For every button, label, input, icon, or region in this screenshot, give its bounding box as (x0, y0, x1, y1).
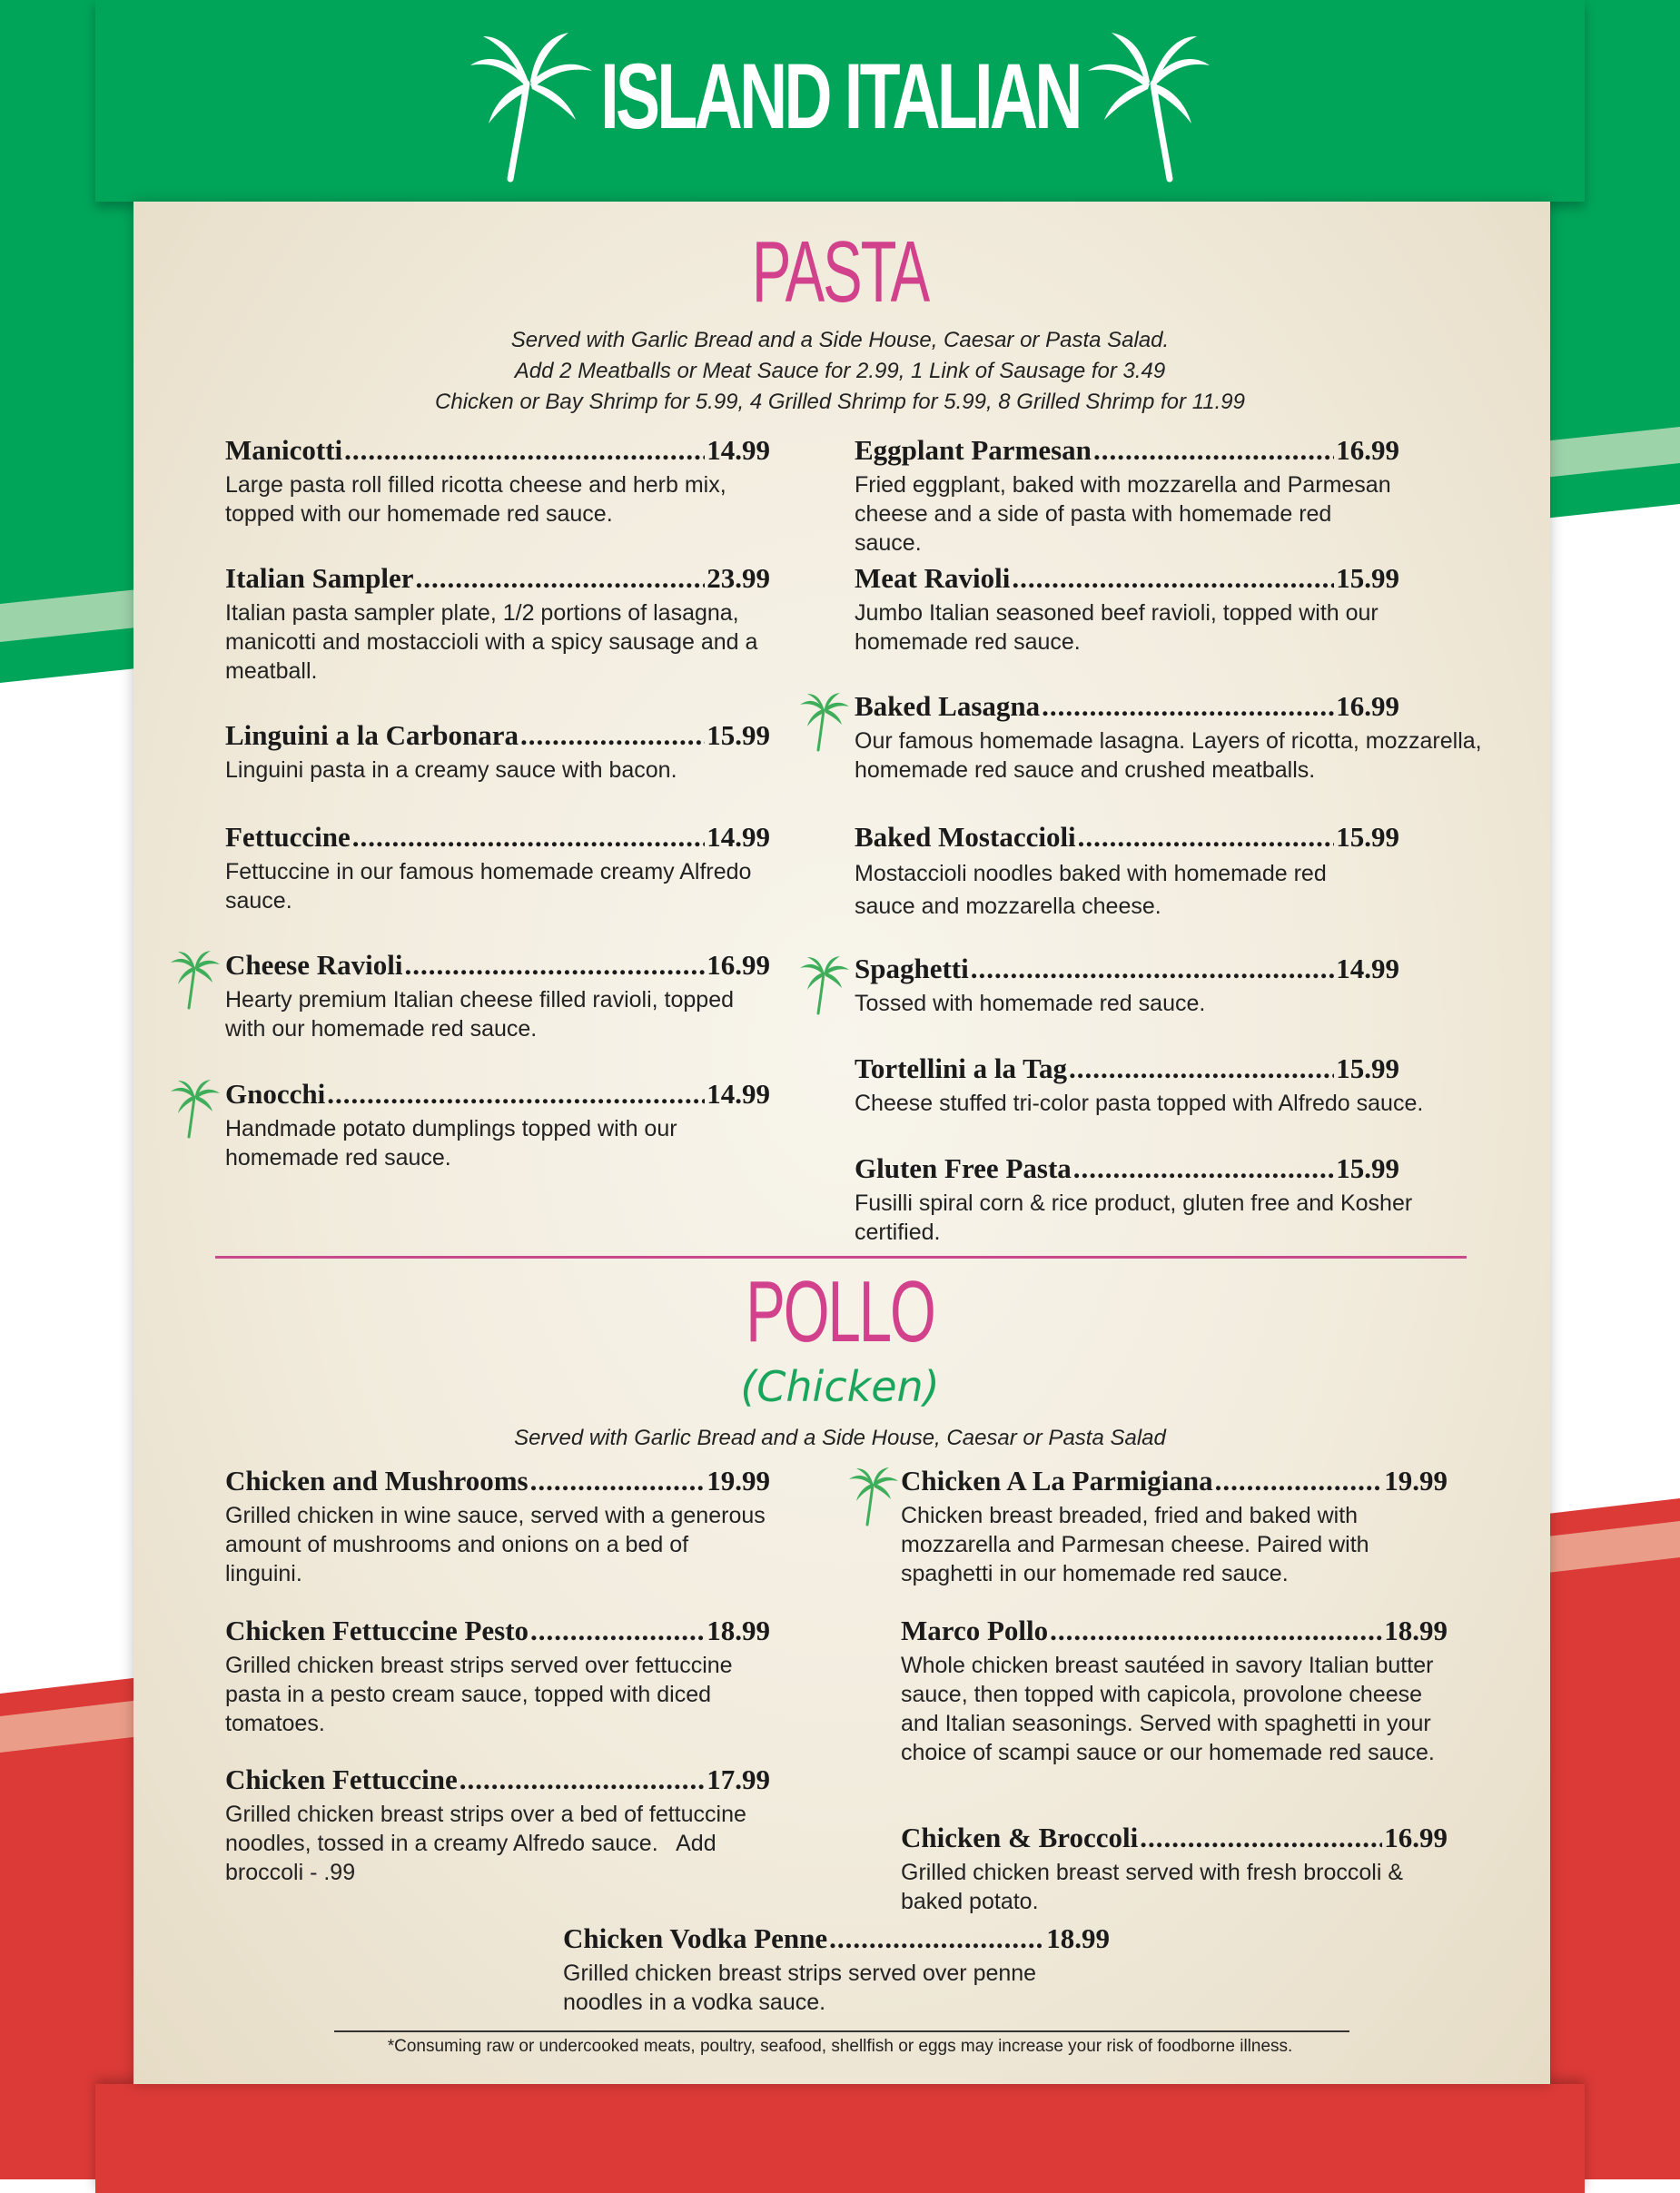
pollo-intro: Served with Garlic Bread and a Side House, Caesar or Pasta Salad (514, 1426, 1166, 1450)
item-price: 19.99 (1384, 1465, 1448, 1497)
item-price: 18.99 (707, 1615, 770, 1646)
leader-dots (520, 719, 705, 752)
leader-dots (1069, 1052, 1334, 1085)
menu-item-chicken-fettuccine-pesto (225, 1615, 770, 1738)
item-description: Our famous homemade lasagna. Layers of ricotta, mozzarella, homemade red sauce and crushed meatballs. (855, 728, 1482, 783)
item-name: Chicken Vodka Penne (563, 1922, 828, 1954)
menu-item-baked-mostaccioli (855, 821, 1399, 923)
palm-tree-icon (798, 692, 851, 752)
item-price: 14.99 (707, 821, 770, 853)
item-price: 14.99 (707, 1078, 770, 1110)
leader-dots (971, 953, 1335, 985)
item-description: Italian pasta sampler plate, 1/2 portions of lasagna, manicotti and mostaccioli with a spicy sausage and a meatball. (225, 600, 758, 684)
pasta-intro-line: Add 2 Meatballs or Meat Sauce for 2.99, 1 Link of Sausage for 3.49 (514, 359, 1166, 383)
item-name: Meat Ravioli (855, 562, 1011, 594)
palm-tree-icon (798, 955, 851, 1015)
menu-item-chicken-fettuccine (225, 1763, 770, 1887)
menu-item-cheese-ravioli (225, 949, 770, 1043)
item-description: Linguini pasta in a creamy sauce with bacon. (225, 757, 677, 783)
item-price: 23.99 (707, 562, 770, 594)
leader-dots (344, 434, 705, 467)
leader-dots (1073, 1152, 1334, 1185)
section-title-pasta: PASTA (751, 223, 929, 321)
section-subtitle-chicken: (Chicken) (740, 1362, 940, 1411)
item-price: 14.99 (707, 434, 770, 466)
menu-item-chicken-vodka-penne (563, 1922, 1110, 2017)
leader-dots (352, 821, 706, 854)
item-name: Italian Sampler (225, 562, 414, 594)
item-price: 14.99 (1336, 953, 1399, 984)
item-description: Tossed with homemade red sauce. (855, 991, 1206, 1016)
item-price: 19.99 (707, 1465, 770, 1497)
item-name: Manicotti (225, 434, 343, 466)
menu-item-gluten-free-pasta (855, 1152, 1508, 1247)
item-description: Fried eggplant, baked with mozzarella and Parmesan cheese and a side of pasta with homemade red sauce. (855, 472, 1391, 556)
leader-dots (1093, 434, 1334, 467)
footer-rule (334, 2030, 1349, 2032)
item-name: Chicken Fettuccine (225, 1763, 458, 1795)
menu-item-meat-ravioli (855, 562, 1399, 657)
item-price: 15.99 (1336, 562, 1399, 594)
item-name: Gnocchi (225, 1078, 326, 1110)
item-price: 16.99 (1384, 1822, 1448, 1853)
item-description: Chicken breast breaded, fried and baked with mozzarella and Parmesan cheese. Paired with spaghetti in our homemade red sauce. (901, 1503, 1369, 1586)
menu-item-chicken-mushrooms (225, 1465, 770, 1588)
leader-dots (327, 1078, 705, 1111)
leader-dots (530, 1615, 705, 1647)
leader-dots (1078, 821, 1335, 854)
footer-banner (95, 2084, 1585, 2193)
item-name: Cheese Ravioli (225, 949, 403, 981)
food-safety-disclaimer: *Consuming raw or undercooked meats, poultry, seafood, shellfish or eggs may increase your risk of foodborne illness. (387, 2037, 1293, 2056)
item-price: 18.99 (1384, 1615, 1448, 1646)
item-name: Chicken Fettuccine Pesto (225, 1615, 529, 1646)
leader-dots (460, 1763, 706, 1796)
item-name: Baked Mostaccioli (855, 821, 1076, 853)
item-description: Grilled chicken in wine sauce, served with a generous amount of mushrooms and onions on a bed of linguini. (225, 1503, 766, 1586)
restaurant-title: ISLAND ITALIAN (600, 44, 1080, 148)
item-price: 18.99 (1046, 1922, 1110, 1954)
item-description: Grilled chicken breast strips over a bed of fettuccine noodles, tossed in a creamy Alfredo sauce. Add broccoli - .99 (225, 1802, 753, 1885)
item-price: 16.99 (1336, 434, 1399, 466)
leader-dots (530, 1465, 706, 1497)
pasta-intro (0, 325, 1680, 418)
item-name: Linguini a la Carbonara (225, 719, 519, 751)
menu-item-manicotti (225, 434, 770, 528)
menu-item-linguini-carbonara (225, 719, 770, 785)
leader-dots (1050, 1615, 1382, 1647)
item-name: Chicken A La Parmigiana (901, 1465, 1213, 1497)
header-banner (95, 0, 1585, 202)
leader-dots (404, 949, 705, 982)
item-description: Mostaccioli noodles baked with homemade red sauce and mozzarella cheese. (855, 861, 1327, 919)
item-name: Spaghetti (855, 953, 969, 984)
item-description: Jumbo Italian seasoned beef ravioli, topped with our homemade red sauce. (855, 600, 1379, 655)
menu-item-baked-lasagna (855, 690, 1508, 785)
item-name: Marco Pollo (901, 1615, 1049, 1646)
menu-item-chicken-parmigiana (901, 1465, 1448, 1588)
menu-item-chicken-broccoli (901, 1822, 1448, 1916)
pasta-intro-line: Chicken or Bay Shrimp for 5.99, 4 Grilled Shrimp for 5.99, 8 Grilled Shrimp for 11.99 (435, 390, 1245, 414)
palm-tree-icon (1081, 29, 1217, 183)
leader-dots (416, 562, 706, 595)
palm-tree-icon (169, 1079, 222, 1139)
palm-tree-icon (169, 950, 222, 1010)
menu-item-tortellini (855, 1052, 1508, 1118)
item-description: Grilled chicken breast strips served over fettuccine pasta in a pesto cream sauce, topped with diced tomatoes. (225, 1653, 733, 1736)
item-price: 15.99 (707, 719, 770, 751)
leader-dots (1140, 1822, 1382, 1854)
leader-dots (829, 1922, 1044, 1955)
item-description: Grilled chicken breast strips served over penne noodles in a vodka sauce. (563, 1961, 1037, 2015)
leader-dots (1012, 562, 1334, 595)
item-price: 17.99 (707, 1763, 770, 1795)
section-divider (215, 1256, 1467, 1259)
item-description: Cheese stuffed tri-color pasta topped with Alfredo sauce. (855, 1091, 1424, 1116)
item-price: 16.99 (707, 949, 770, 981)
item-name: Tortellini a la Tag (855, 1052, 1067, 1084)
item-price: 15.99 (1336, 821, 1399, 853)
item-description: Handmade potato dumplings topped with our homemade red sauce. (225, 1116, 677, 1171)
menu-item-italian-sampler (225, 562, 770, 686)
menu-item-eggplant-parmesan (855, 434, 1399, 558)
menu-item-gnocchi (225, 1078, 770, 1172)
palm-tree-icon (847, 1467, 900, 1526)
item-name: Chicken and Mushrooms (225, 1465, 529, 1497)
item-price: 15.99 (1336, 1152, 1399, 1184)
menu-item-spaghetti (855, 953, 1399, 1018)
section-title-pollo: POLLO (746, 1263, 934, 1360)
item-name: Eggplant Parmesan (855, 434, 1092, 466)
item-description: Fettuccine in our famous homemade creamy Alfredo sauce. (225, 859, 752, 914)
leader-dots (1042, 690, 1334, 723)
item-name: Fettuccine (225, 821, 351, 853)
menu-item-fettuccine (225, 821, 770, 915)
item-description: Whole chicken breast sautéed in savory Italian butter sauce, then topped with capicola, provolone cheese and Italian seasonings. Served with spaghetti in your choice of scampi sauce or our homemade red sauce. (901, 1653, 1435, 1765)
item-price: 15.99 (1336, 1052, 1399, 1084)
item-price: 16.99 (1336, 690, 1399, 722)
item-name: Baked Lasagna (855, 690, 1041, 722)
item-description: Large pasta roll filled ricotta cheese and herb mix, topped with our homemade red sauce. (225, 472, 726, 527)
menu-item-marco-pollo (901, 1615, 1448, 1767)
item-name: Chicken & Broccoli (901, 1822, 1139, 1853)
item-name: Gluten Free Pasta (855, 1152, 1072, 1184)
leader-dots (1215, 1465, 1383, 1497)
item-description: Hearty premium Italian cheese filled ravioli, topped with our homemade red sauce. (225, 987, 734, 1042)
item-description: Grilled chicken breast served with fresh broccoli & baked potato. (901, 1860, 1404, 1914)
pasta-intro-line: Served with Garlic Bread and a Side House, Caesar or Pasta Salad. (510, 328, 1170, 352)
item-description: Fusilli spiral corn & rice product, gluten free and Kosher certified. (855, 1190, 1413, 1245)
